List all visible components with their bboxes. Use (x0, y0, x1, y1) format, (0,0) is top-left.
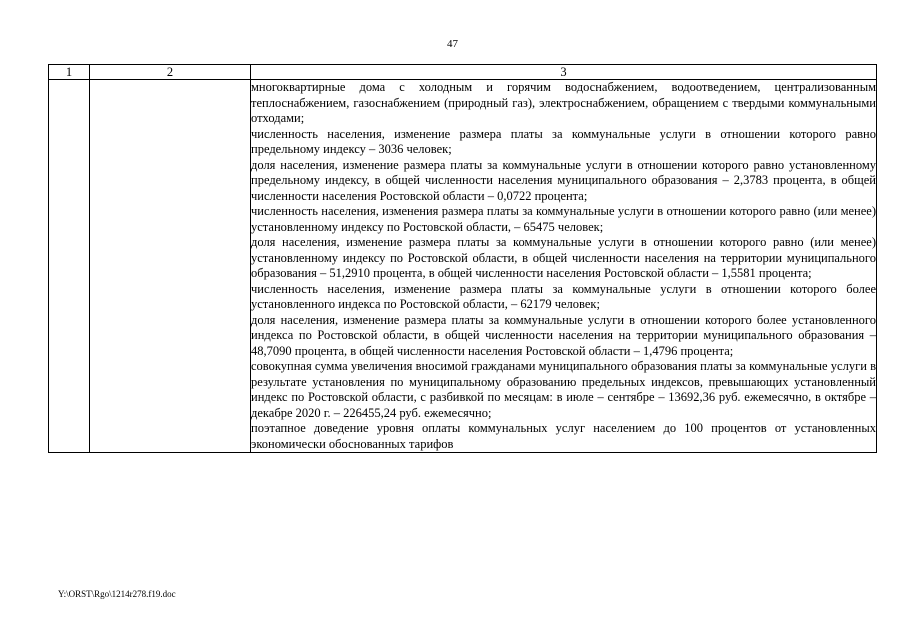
paragraph: численность населения, изменение размера платы за коммунальные услуги в отношении которого более установленного индекса по Ростовской области, – 62179 человек; (251, 281, 876, 311)
table-row (49, 80, 877, 453)
paragraph: доля населения, изменение размера платы за коммунальные услуги в отношении которого более установленного индекса по Ростовской области, в общей численности населения на территории муниципального образования – 48,7090 процента, в общей численности населения Ростовской области – 1,4796 процента; (251, 312, 876, 358)
paragraph: многоквартирные дома с холодным и горячим водоснабжением, водоотведением, централизованным теплоснабжением, газоснабжением (природный газ), электроснабжением, обращением с твердыми коммунальными отходами; (251, 80, 876, 125)
paragraph: доля населения, изменение размера платы за коммунальные услуги в отношении которого равно установленному предельному индексу, в общей численности населения муниципального образования – 2,3783 процента, в общей численности населения Ростовской области – 0,0722 процента; (251, 157, 876, 203)
cell-col-3 (251, 80, 877, 453)
column-header-1: 1 (49, 65, 90, 80)
column-header-3: 3 (251, 65, 877, 80)
cell-col-2 (90, 80, 251, 453)
file-path-footer: Y:\ORST\Rgo\1214r278.f19.doc (58, 589, 176, 599)
page-number: 47 (447, 38, 458, 50)
document-table (48, 64, 877, 453)
table-header-row (49, 65, 877, 80)
paragraph: численность населения, изменения размера платы за коммунальные услуги в отношении которого равно (или менее) установленному индексу по Ростовской области, – 65475 человек; (251, 204, 876, 234)
paragraph: поэтапное доведение уровня оплаты коммунальных услуг населением до 100 процентов от установленных экономически обоснованных тарифов (251, 421, 876, 451)
cell-col-1 (49, 80, 90, 453)
paragraph: доля населения, изменение размера платы за коммунальные услуги в отношении которого равно (или менее) установленному индексу по Ростовской области, в общей численности населения на территории муниципального образования – 51,2910 процента, в общей численности населения Ростовской области – 1,5581 процента; (251, 235, 876, 280)
column-header-2: 2 (90, 65, 251, 80)
paragraph: численность населения, изменение размера платы за коммунальные услуги в отношении которого равно предельному индексу – 3036 человек; (251, 126, 876, 156)
paragraph: совокупная сумма увеличения вносимой гражданами муниципального образования платы за коммунальные услуги в результате установления по муниципальному образованию предельных индексов, превышающих установленный индекс по Ростовской области, с разбивкой по месяцам: в июле – сентябре – 13692,36 руб. ежемесячно, в октябре – декабре 2020 г. – 226455,24 руб. ежемесячно; (251, 359, 876, 420)
